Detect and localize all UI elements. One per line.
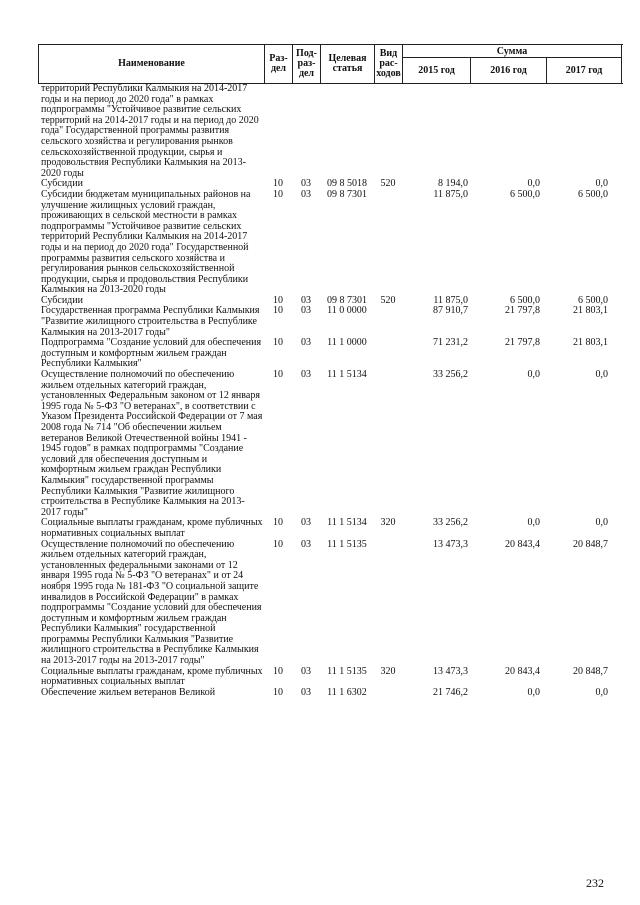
- cell-razdel: 10: [273, 305, 283, 317]
- table-row: [38, 667, 622, 688]
- cell-y17: 6 500,0: [578, 188, 608, 200]
- cell-y15: 11 875,0: [433, 188, 468, 200]
- cell-y16: 6 500,0: [510, 294, 540, 306]
- cell-podr: 03: [301, 369, 311, 381]
- cell-podr: 03: [301, 294, 311, 306]
- cell-podr: [292, 84, 320, 179]
- cell-vid: 320: [380, 517, 396, 529]
- cell-y16: 0,0: [527, 178, 540, 190]
- cell-y17: 21 803,1: [573, 305, 608, 317]
- cell-y15: 13 473,3: [433, 538, 468, 550]
- table-row: [38, 338, 622, 370]
- cell-name: Осуществление полномочий по обеспечению жильем отдельных категорий граждан, установленных Федеральным законом от 12 января 1995 года № 5-ФЗ "О ветеранах", в соответствии с Указом Президента Российской Федерации от 7 мая 2008 года № 714 "Об обеспечении жильем ветеранов Великой Отечественной войны 1941 - 1945 годов" в рамках подпрограммы "Создание условий для обеспечения доступным и комфортным жильем граждан Республики Калмыкия" государственной программы Республики Калмыкия "Развитие жилищного строительства в Республике Калмыкия на 2013-2017 годы": [41, 369, 263, 518]
- cell-name: территорий Республики Калмыкия на 2014-2017 годы и на период до 2020 года" в рамках подпрограммы "Устойчивое развитие сельских территорий на 2014-2017 годы и на период до 2020 года" Государственной программы развития сельского хозяйства и регулирования рынков сельскохозяйственной продукции, сырья и продовольствия Республики Калмыкия на 2013-2020 годы: [41, 83, 259, 179]
- table-row: [38, 540, 622, 667]
- header-name: Наименование: [39, 45, 265, 83]
- cell-vid: 520: [380, 294, 396, 306]
- table-row: [38, 84, 622, 179]
- cell-razdel: 10: [273, 517, 283, 529]
- cell-y17: 0,0: [595, 178, 608, 190]
- cell-vid: [374, 338, 402, 370]
- page-number: 232: [586, 876, 604, 890]
- cell-y16: 0,0: [527, 517, 540, 529]
- cell-target: [320, 84, 374, 179]
- cell-razdel: [264, 84, 292, 179]
- cell-podr: 03: [301, 305, 311, 317]
- cell-razdel: 10: [273, 294, 283, 306]
- cell-y17: 0,0: [595, 686, 608, 698]
- cell-target: 11 1 0000: [327, 337, 367, 349]
- cell-target: 11 0 0000: [327, 305, 367, 317]
- cell-y15: 13 473,3: [433, 665, 468, 677]
- cell-y16: 6 500,0: [510, 188, 540, 200]
- cell-y17: [542, 84, 610, 179]
- cell-target: 09 8 5018: [327, 178, 367, 190]
- cell-name: Осуществление полномочий по обеспечению жильем отдельных категорий граждан, установленных федеральными законами от 12 января 1995 года № 5-ФЗ "О ветеранах" и от 24 ноября 1995 года № 181-ФЗ "О социальной защите инвалидов в Российской Федерации" в рамках подпрограммы "Создание условий для обеспечения доступным и комфортным жильем граждан Республики Калмыкия" государственной программы Республики Калмыкия "Развитие жилищного строительства в Республике Калмыкия на 2013-2017 годы на 2013-2017 годы": [41, 538, 262, 667]
- cell-podr: 03: [301, 337, 311, 349]
- cell-vid: 520: [380, 178, 396, 190]
- cell-podr: 03: [301, 188, 311, 200]
- cell-razdel: 10: [273, 188, 283, 200]
- cell-vid: [374, 84, 402, 179]
- table-row: [38, 306, 622, 338]
- cell-target: 09 8 7301: [327, 188, 367, 200]
- header-2016: 2016 год: [471, 58, 547, 83]
- cell-razdel: 10: [273, 178, 283, 190]
- cell-y15: 11 875,0: [433, 294, 468, 306]
- cell-y16: 21 797,8: [505, 305, 540, 317]
- cell-name: Обеспечение жильем ветеранов Великой: [41, 686, 216, 698]
- cell-y15: [402, 84, 470, 179]
- header-2017: 2017 год: [547, 58, 622, 83]
- cell-y17: 0,0: [595, 517, 608, 529]
- header-vid: Вид рас- ходов: [375, 45, 403, 83]
- cell-target: 11 1 5134: [327, 517, 367, 529]
- header-2015: 2015 год: [403, 58, 471, 83]
- cell-podr: 03: [301, 665, 311, 677]
- cell-name: Социальные выплаты гражданам, кроме публичных нормативных социальных выплат: [41, 517, 263, 539]
- cell-target: 11 1 5134: [327, 369, 367, 381]
- table-header: [38, 44, 623, 84]
- cell-name: Субсидии: [41, 178, 83, 190]
- cell-vid: [374, 190, 402, 296]
- cell-y17: 20 848,7: [573, 665, 608, 677]
- cell-razdel: 10: [273, 665, 283, 677]
- cell-y17: 0,0: [595, 369, 608, 381]
- cell-podr: 03: [301, 517, 311, 529]
- cell-y15: 21 746,2: [433, 686, 468, 698]
- cell-vid: [374, 306, 402, 338]
- cell-razdel: 10: [273, 337, 283, 349]
- cell-vid: [374, 688, 402, 699]
- cell-target: 11 1 6302: [327, 686, 367, 698]
- cell-y17: 6 500,0: [578, 294, 608, 306]
- cell-y17: 21 803,1: [573, 337, 608, 349]
- cell-y16: 0,0: [527, 686, 540, 698]
- cell-y16: 20 843,4: [505, 538, 540, 550]
- cell-y15: 33 256,2: [433, 369, 468, 381]
- cell-y15: 8 194,0: [438, 178, 468, 190]
- header-sum: Сумма: [403, 45, 622, 58]
- cell-vid: 320: [380, 665, 396, 677]
- cell-vid: [374, 370, 402, 518]
- cell-y15: 33 256,2: [433, 517, 468, 529]
- header-podrazdel: Под- раз- дел: [293, 45, 321, 83]
- cell-target: 09 8 7301: [327, 294, 367, 306]
- cell-razdel: 10: [273, 686, 283, 698]
- table-row: [38, 370, 622, 518]
- cell-y15: 71 231,2: [433, 337, 468, 349]
- cell-vid: [374, 540, 402, 667]
- header-razdel: Раз- дел: [265, 45, 293, 83]
- cell-name: Подпрограмма "Создание условий для обеспечения доступным и комфортным жильем граждан Республики Калмыкия": [41, 337, 262, 370]
- cell-y16: 21 797,8: [505, 337, 540, 349]
- cell-y16: [470, 84, 542, 179]
- cell-y16: 20 843,4: [505, 665, 540, 677]
- cell-razdel: 10: [273, 538, 283, 550]
- cell-podr: 03: [301, 538, 311, 550]
- header-target: Целевая статья: [321, 45, 375, 83]
- table-row: [38, 688, 622, 699]
- cell-name: Социальные выплаты гражданам, кроме публичных нормативных социальных выплат: [41, 665, 263, 688]
- cell-razdel: 10: [273, 369, 283, 381]
- cell-podr: 03: [301, 686, 311, 698]
- cell-y16: 0,0: [527, 369, 540, 381]
- cell-y15: 87 910,7: [433, 305, 468, 317]
- cell-target: 11 1 5135: [327, 665, 367, 677]
- table-row: [38, 190, 622, 296]
- table-row: [38, 518, 622, 539]
- cell-podr: 03: [301, 178, 311, 190]
- table-body: [38, 84, 622, 698]
- cell-target: 11 1 5135: [327, 538, 367, 550]
- cell-name: Субсидии бюджетам муниципальных районов на улучшение жилищных условий граждан, проживающих в сельской местности в рамках подпрограммы "Устойчивое развитие сельских территорий Республики Калмыкия на 2014-2017 годы и на период до 2020 года" Государственной программы развития сельского хозяйства и регулирования рынков сельскохозяйственной продукции, сырья и продовольствия Республики Калмыкия на 2013-2020 годы: [41, 188, 251, 296]
- cell-name: Государственная программа Республики Калмыкия "Развитие жилищного строительства в Республике Калмыкия на 2013-2017 годы": [41, 305, 260, 338]
- cell-y17: 20 848,7: [573, 538, 608, 550]
- cell-name: Субсидии: [41, 294, 83, 306]
